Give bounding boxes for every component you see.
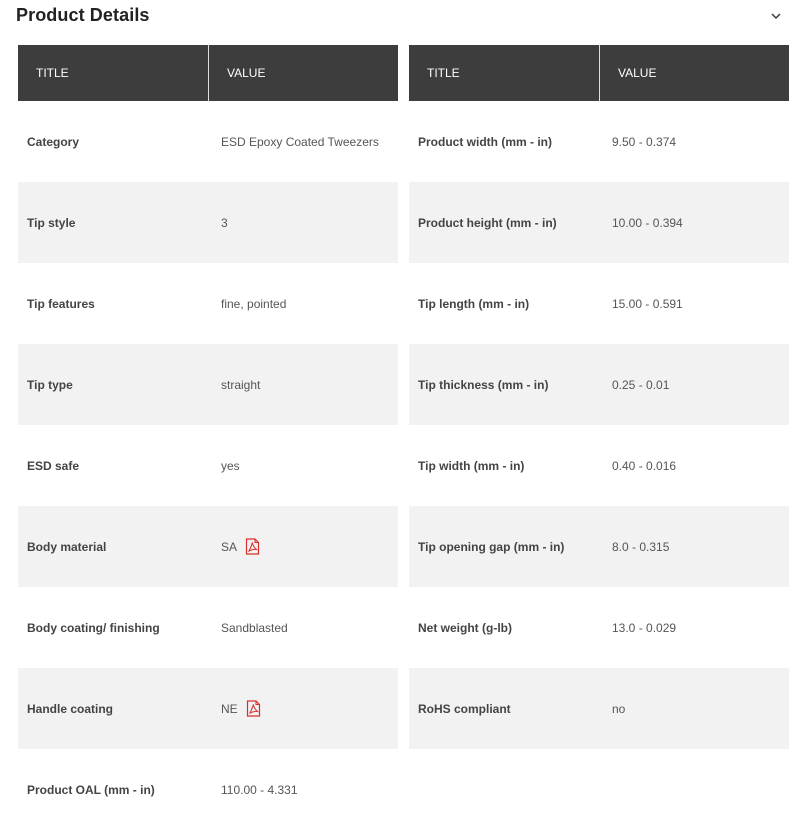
spec-value: Sandblasted: [221, 620, 288, 635]
spec-table-left: [18, 45, 398, 830]
spec-title: Tip width (mm - in): [418, 458, 525, 473]
spec-value: 0.40 - 0.016: [612, 458, 677, 473]
spec-title: Body material: [27, 539, 107, 554]
spec-value: no: [612, 701, 626, 716]
spec-value-cell: [209, 538, 398, 555]
spec-value-cell: [209, 700, 398, 717]
chevron-down-icon[interactable]: [769, 9, 783, 23]
spec-value: fine, pointed: [221, 296, 287, 311]
spec-value: 3: [221, 215, 228, 230]
table-row: [409, 263, 789, 344]
table-row: [18, 344, 398, 425]
table-row: [409, 182, 789, 263]
spec-title: ESD safe: [27, 458, 80, 473]
table-row: [18, 506, 398, 587]
spec-title: Tip type: [27, 377, 73, 392]
spec-title: Body coating/ finishing: [27, 620, 160, 635]
table-header: [409, 45, 789, 101]
spec-title: Tip thickness (mm - in): [418, 377, 549, 392]
table-row: [18, 101, 398, 182]
section-header: [0, 0, 807, 34]
spec-table-right: [409, 45, 789, 749]
spec-value: 13.0 - 0.029: [612, 620, 677, 635]
spec-value: SA: [221, 539, 238, 554]
spec-title: Product height (mm - in): [418, 215, 557, 230]
spec-title: Category: [27, 134, 80, 149]
table-row: [409, 506, 789, 587]
table-row: [409, 587, 789, 668]
spec-title: Tip style: [27, 215, 76, 230]
spec-value: NE: [221, 701, 238, 716]
spec-title: Handle coating: [27, 701, 114, 716]
spec-value: 10.00 - 0.394: [612, 215, 683, 230]
spec-value: yes: [221, 458, 240, 473]
spec-title: Product width (mm - in): [418, 134, 552, 149]
header-value: VALUE: [618, 66, 657, 80]
header-value: VALUE: [227, 66, 266, 80]
table-row: [18, 668, 398, 749]
spec-title: RoHS compliant: [418, 701, 511, 716]
spec-value: ESD Epoxy Coated Tweezers: [221, 134, 379, 149]
pdf-icon[interactable]: [246, 700, 261, 717]
header-title: TITLE: [18, 45, 209, 101]
spec-title: Tip length (mm - in): [418, 296, 530, 311]
table-row: [409, 101, 789, 182]
table-row: [409, 344, 789, 425]
spec-value: 110.00 - 4.331: [221, 782, 298, 797]
spec-title: Net weight (g-lb): [418, 620, 512, 635]
table-header: [18, 45, 398, 101]
section-title: Product Details: [16, 5, 150, 25]
spec-title: Tip opening gap (mm - in): [418, 539, 565, 554]
table-row: [18, 182, 398, 263]
spec-value: 8.0 - 0.315: [612, 539, 670, 554]
pdf-icon[interactable]: [245, 538, 260, 555]
spec-value: straight: [221, 377, 261, 392]
spec-title: Product OAL (mm - in): [27, 782, 155, 797]
table-row: [18, 263, 398, 344]
table-row: [409, 425, 789, 506]
spec-value: 15.00 - 0.591: [612, 296, 683, 311]
header-title: TITLE: [409, 45, 600, 101]
table-row: [18, 425, 398, 506]
spec-title: Tip features: [27, 296, 95, 311]
table-row: [409, 668, 789, 749]
table-row: [18, 587, 398, 668]
table-row: [18, 749, 398, 830]
spec-value: 0.25 - 0.01: [612, 377, 670, 392]
spec-value: 9.50 - 0.374: [612, 134, 677, 149]
